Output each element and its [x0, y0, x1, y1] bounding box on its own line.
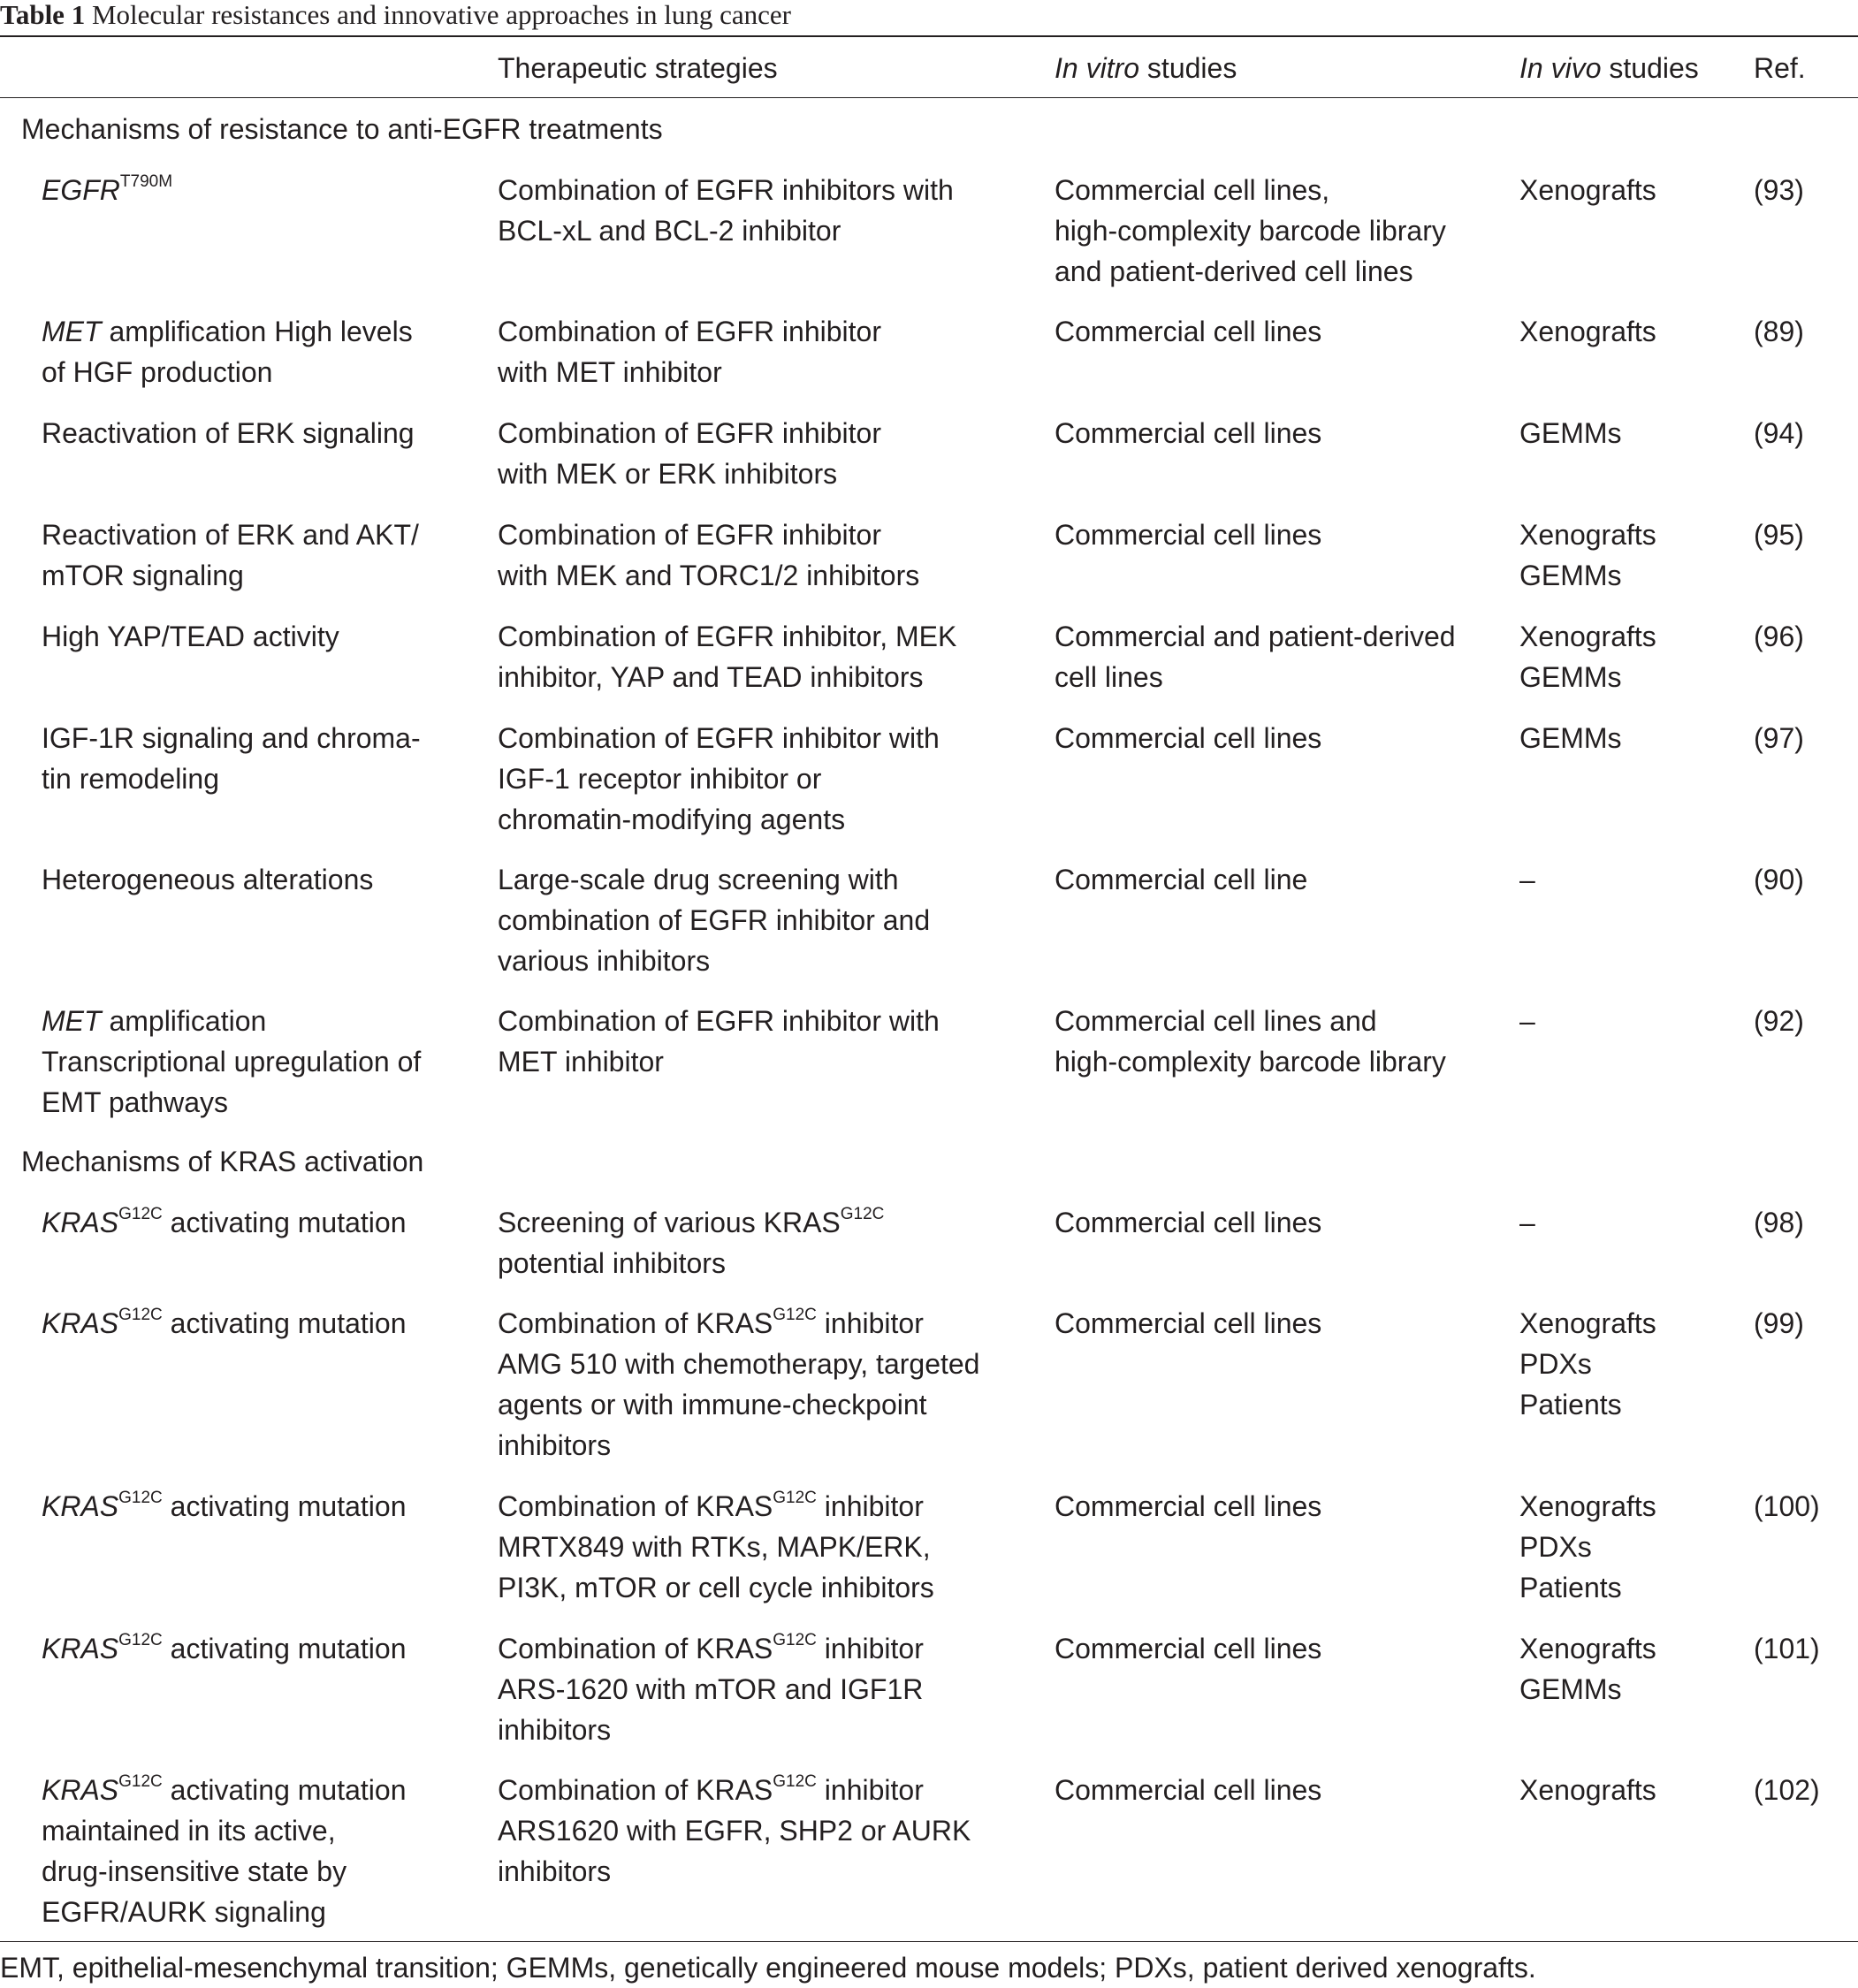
cell-line: ARS1620 with EGFR, SHP2 or AURK [498, 1815, 971, 1847]
therapeutic-strategy-cell [498, 1628, 924, 1750]
mechanism-cell [42, 718, 421, 799]
cell-line [42, 616, 339, 657]
cell-line [42, 1486, 406, 1527]
cell-line: agents or with immune-checkpoint [498, 1389, 927, 1421]
italic-gene-name: KRAS [42, 1207, 119, 1238]
cell-line: ARS-1620 with mTOR and IGF1R [498, 1673, 924, 1705]
cell-line [42, 1041, 421, 1082]
cell-line: Commercial cell lines [1055, 417, 1322, 449]
mechanism-cell [42, 1001, 421, 1123]
cell-line [42, 758, 421, 799]
table-label: Table 1 [0, 0, 86, 30]
reference-cell: (93) [1754, 174, 1804, 206]
text-run: High YAP/TEAD activity [42, 621, 339, 652]
in-vitro-studies-cell [1055, 1486, 1321, 1527]
table-caption [0, 0, 1858, 35]
reference-cell: (95) [1754, 519, 1804, 551]
cell-line: Commercial cell lines [1055, 1774, 1322, 1806]
in-vitro-studies-cell [1055, 413, 1321, 453]
cell-line: Combination of EGFR inhibitor [498, 316, 881, 347]
italic-gene-name: KRAS [42, 1490, 119, 1522]
cell-line: GEMMs [1519, 560, 1622, 591]
in-vivo-studies-cell [1519, 616, 1656, 697]
in-vivo-studies-cell [1519, 1001, 1535, 1041]
therapeutic-strategy-cell [498, 311, 881, 392]
header-ref: Ref. [1754, 52, 1806, 84]
in-vitro-studies-cell [1055, 311, 1321, 352]
text-run: activating mutation [162, 1207, 407, 1238]
in-vitro-studies-cell [1055, 616, 1456, 697]
cell-line: Combination of EGFR inhibitor [498, 519, 881, 551]
cell-line: inhibitors [498, 1855, 612, 1887]
therapeutic-strategy-cell [498, 859, 930, 981]
in-vitro-studies-cell [1055, 718, 1321, 758]
in-vitro-studies-cell [1055, 1770, 1321, 1810]
cell-line: IGF-1 receptor inhibitor or [498, 763, 822, 795]
cell-line: – [1519, 864, 1535, 895]
text-run: amplification High levels [101, 316, 413, 347]
text-run: inhibitor [816, 1307, 924, 1339]
cell-line [42, 1628, 406, 1669]
text-run: IGF-1R signaling and chroma- [42, 722, 421, 754]
cell-line: Combination of EGFR inhibitor, MEK [498, 621, 957, 652]
cell-line [42, 1303, 406, 1344]
cell-line: Combination of EGFR inhibitor with [498, 1005, 940, 1037]
therapeutic-strategy-cell [498, 1303, 979, 1466]
reference-cell: (89) [1754, 316, 1804, 347]
text-run: inhibitor [816, 1633, 924, 1664]
in-vitro-studies-cell [1055, 1303, 1321, 1344]
header-rule [0, 97, 1858, 98]
in-vivo-studies-cell [1519, 1770, 1656, 1810]
cell-line: potential inhibitors [498, 1247, 726, 1279]
reference-cell: (102) [1754, 1774, 1820, 1806]
text-run: Combination of KRAS [498, 1307, 773, 1339]
text-run: Combination of KRAS [498, 1633, 773, 1664]
reference-cell: (98) [1754, 1207, 1804, 1238]
therapeutic-strategy-cell [498, 718, 940, 840]
cell-line: Combination of EGFR inhibitor with [498, 722, 940, 754]
cell-line: Xenografts [1519, 621, 1656, 652]
superscript: G12C [118, 1489, 163, 1507]
reference-cell: (94) [1754, 417, 1804, 449]
mechanism-cell [42, 1202, 406, 1243]
cell-line: inhibitors [498, 1429, 612, 1461]
cell-line: chromatin-modifying agents [498, 804, 846, 835]
mechanism-cell [42, 616, 339, 657]
cell-line: Commercial cell lines [1055, 1490, 1322, 1522]
cell-line: MET inhibitor [498, 1046, 664, 1078]
header-therapeutic-strategies: Therapeutic strategies [498, 52, 778, 84]
cell-line: Commercial cell lines [1055, 1207, 1322, 1238]
superscript: T790M [119, 172, 173, 191]
superscript: G12C [773, 1631, 817, 1649]
in-vivo-studies-cell [1519, 1486, 1656, 1608]
mechanism-cell [42, 1628, 406, 1669]
mechanism-cell [42, 859, 373, 900]
text-run: Reactivation of ERK and AKT/ [42, 519, 419, 551]
cell-line: AMG 510 with chemotherapy, targeted [498, 1348, 980, 1380]
therapeutic-strategy-cell [498, 616, 956, 697]
in-vivo-studies-cell [1519, 514, 1656, 596]
italic-gene-name: EGFR [42, 174, 120, 206]
cell-line: Xenografts [1519, 1774, 1656, 1806]
cell-line [42, 170, 172, 210]
cell-line: and patient-derived cell lines [1055, 255, 1413, 287]
mechanism-cell [42, 514, 419, 596]
in-vitro-studies-cell [1055, 514, 1321, 555]
reference-cell: (97) [1754, 722, 1804, 754]
in-vivo-studies-cell [1519, 859, 1535, 900]
cell-line: Commercial cell lines [1055, 722, 1322, 754]
text-run: tin remodeling [42, 763, 219, 795]
italic-gene-name: KRAS [42, 1307, 119, 1339]
text-run: activating mutation [162, 1774, 407, 1806]
cell-line: Patients [1519, 1572, 1622, 1603]
text-run: inhibitor [816, 1774, 924, 1806]
header-in-vivo-italic: In vivo [1519, 52, 1602, 84]
cell-line: – [1519, 1207, 1535, 1238]
text-run: activating mutation [162, 1490, 407, 1522]
cell-line: PDXs [1519, 1348, 1592, 1380]
therapeutic-strategy-cell [498, 413, 881, 494]
therapeutic-strategy-cell [498, 1770, 971, 1892]
cell-line: GEMMs [1519, 722, 1622, 754]
mechanism-cell [42, 170, 172, 210]
cell-line: high-complexity barcode library [1055, 215, 1446, 247]
cell-line: MRTX849 with RTKs, MAPK/ERK, [498, 1531, 931, 1563]
cell-line: Commercial cell lines [1055, 519, 1322, 551]
text-run: inhibitor [816, 1490, 924, 1522]
cell-line [42, 1001, 421, 1041]
reference-cell: (99) [1754, 1307, 1804, 1339]
cell-line: GEMMs [1519, 417, 1622, 449]
cell-line [42, 1810, 406, 1851]
in-vitro-studies-cell [1055, 1001, 1446, 1082]
cell-line: various inhibitors [498, 945, 711, 977]
text-run: Transcriptional upregulation of [42, 1046, 422, 1078]
italic-gene-name: KRAS [42, 1633, 119, 1664]
cell-line: with MET inhibitor [498, 356, 722, 388]
cell-line: inhibitor, YAP and TEAD inhibitors [498, 661, 924, 693]
header-in-vitro-studies [1055, 48, 1237, 88]
cell-line: Xenografts [1519, 1490, 1656, 1522]
text-run: drug-insensitive state by [42, 1855, 347, 1887]
cell-line: GEMMs [1519, 1673, 1622, 1705]
cell-line [498, 1770, 971, 1810]
bottom-rule [0, 1941, 1858, 1942]
superscript: G12C [773, 1489, 817, 1507]
cell-line: Xenografts [1519, 1307, 1656, 1339]
cell-line: BCL-xL and BCL-2 inhibitor [498, 215, 841, 247]
cell-line: PDXs [1519, 1531, 1592, 1563]
cell-line: Commercial cell lines [1055, 1307, 1322, 1339]
cell-line: with MEK or ERK inhibitors [498, 458, 838, 490]
text-run: maintained in its active, [42, 1815, 336, 1847]
header-in-vitro-rest: studies [1139, 52, 1237, 84]
in-vitro-studies-cell [1055, 859, 1307, 900]
cell-line [42, 718, 421, 758]
text-run: Combination of KRAS [498, 1774, 773, 1806]
reference-cell: (90) [1754, 864, 1804, 895]
reference-cell: (92) [1754, 1005, 1804, 1037]
reference-cell: (101) [1754, 1633, 1820, 1664]
superscript: G12C [118, 1772, 163, 1791]
text-run: Reactivation of ERK signaling [42, 417, 415, 449]
italic-gene-name: MET [42, 1005, 102, 1037]
header-in-vivo-studies [1519, 48, 1699, 88]
text-run: mTOR signaling [42, 560, 244, 591]
in-vivo-studies-cell [1519, 1202, 1535, 1243]
therapeutic-strategy-cell [498, 1001, 940, 1082]
cell-line: inhibitors [498, 1714, 612, 1746]
cell-line [42, 413, 415, 453]
header-in-vivo-rest: studies [1601, 52, 1699, 84]
top-rule [0, 35, 1858, 37]
text-run: activating mutation [162, 1307, 407, 1339]
therapeutic-strategy-cell [498, 170, 954, 251]
cell-line: Commercial cell lines [1055, 316, 1322, 347]
cell-line [42, 514, 419, 555]
cell-line: PI3K, mTOR or cell cycle inhibitors [498, 1572, 934, 1603]
cell-line [42, 1851, 406, 1892]
cell-line: high-complexity barcode library [1055, 1046, 1446, 1078]
in-vivo-studies-cell [1519, 311, 1656, 352]
cell-line: Commercial and patient-derived [1055, 621, 1456, 652]
superscript: G12C [840, 1205, 885, 1223]
in-vivo-studies-cell [1519, 1303, 1656, 1425]
reference-cell: (100) [1754, 1490, 1820, 1522]
cell-line: GEMMs [1519, 661, 1622, 693]
reference-cell: (96) [1754, 621, 1804, 652]
cell-line: Xenografts [1519, 1633, 1656, 1664]
cell-line: Commercial cell lines and [1055, 1005, 1377, 1037]
cell-line: with MEK and TORC1/2 inhibitors [498, 560, 920, 591]
header-in-vitro-italic: In vitro [1055, 52, 1140, 84]
in-vitro-studies-cell [1055, 170, 1446, 292]
mechanism-cell [42, 311, 413, 392]
therapeutic-strategy-cell [498, 1486, 934, 1608]
cell-line [498, 1628, 924, 1669]
cell-line [42, 1082, 421, 1123]
section-heading: Mechanisms of KRAS activation [21, 1146, 424, 1177]
superscript: G12C [118, 1205, 163, 1223]
cell-line: Commercial cell line [1055, 864, 1308, 895]
cell-line: combination of EGFR inhibitor and [498, 904, 931, 936]
text-run: Combination of KRAS [498, 1490, 773, 1522]
text-run: of HGF production [42, 356, 273, 388]
mechanism-cell [42, 1770, 406, 1932]
therapeutic-strategy-cell [498, 1202, 884, 1283]
cell-line: Combination of EGFR inhibitor [498, 417, 881, 449]
text-run: Heterogeneous alterations [42, 864, 374, 895]
text-run: Screening of various KRAS [498, 1207, 841, 1238]
table-footnote: EMT, epithelial-mesenchymal transition; GEMMs, genetically engineered mouse models; PDXs, patient derived xenografts. [0, 1952, 1536, 1984]
cell-line: Xenografts [1519, 174, 1656, 206]
in-vivo-studies-cell [1519, 413, 1622, 453]
cell-line: cell lines [1055, 661, 1163, 693]
cell-line: Xenografts [1519, 519, 1656, 551]
superscript: G12C [773, 1772, 817, 1791]
italic-gene-name: KRAS [42, 1774, 119, 1806]
in-vivo-studies-cell [1519, 170, 1656, 210]
cell-line [42, 555, 419, 596]
cell-line: Combination of EGFR inhibitors with [498, 174, 954, 206]
in-vivo-studies-cell [1519, 1628, 1656, 1710]
text-run: EGFR/AURK signaling [42, 1896, 326, 1928]
table-title: Molecular resistances and innovative approaches in lung cancer [91, 0, 791, 30]
mechanism-cell [42, 1303, 406, 1344]
cell-line [42, 1892, 406, 1932]
cell-line [498, 1486, 934, 1527]
cell-line [42, 1770, 406, 1810]
in-vitro-studies-cell [1055, 1628, 1321, 1669]
cell-line [498, 1303, 979, 1344]
cell-line: – [1519, 1005, 1535, 1037]
text-run: EMT pathways [42, 1086, 229, 1118]
cell-line [42, 1202, 406, 1243]
in-vitro-studies-cell [1055, 1202, 1321, 1243]
superscript: G12C [118, 1631, 163, 1649]
cell-line: Large-scale drug screening with [498, 864, 899, 895]
section-heading: Mechanisms of resistance to anti-EGFR treatments [21, 113, 663, 145]
cell-line [42, 311, 413, 352]
cell-line [42, 352, 413, 392]
mechanism-cell [42, 1486, 406, 1527]
superscript: G12C [118, 1306, 163, 1324]
cell-line: Xenografts [1519, 316, 1656, 347]
in-vivo-studies-cell [1519, 718, 1622, 758]
cell-line: Commercial cell lines [1055, 1633, 1322, 1664]
text-run: activating mutation [162, 1633, 407, 1664]
italic-gene-name: MET [42, 316, 102, 347]
cell-line [42, 859, 373, 900]
text-run: amplification [101, 1005, 267, 1037]
cell-line [498, 1202, 884, 1243]
cell-line: Commercial cell lines, [1055, 174, 1330, 206]
mechanism-cell [42, 413, 415, 453]
therapeutic-strategy-cell [498, 514, 919, 596]
superscript: G12C [773, 1306, 817, 1324]
cell-line: Patients [1519, 1389, 1622, 1421]
